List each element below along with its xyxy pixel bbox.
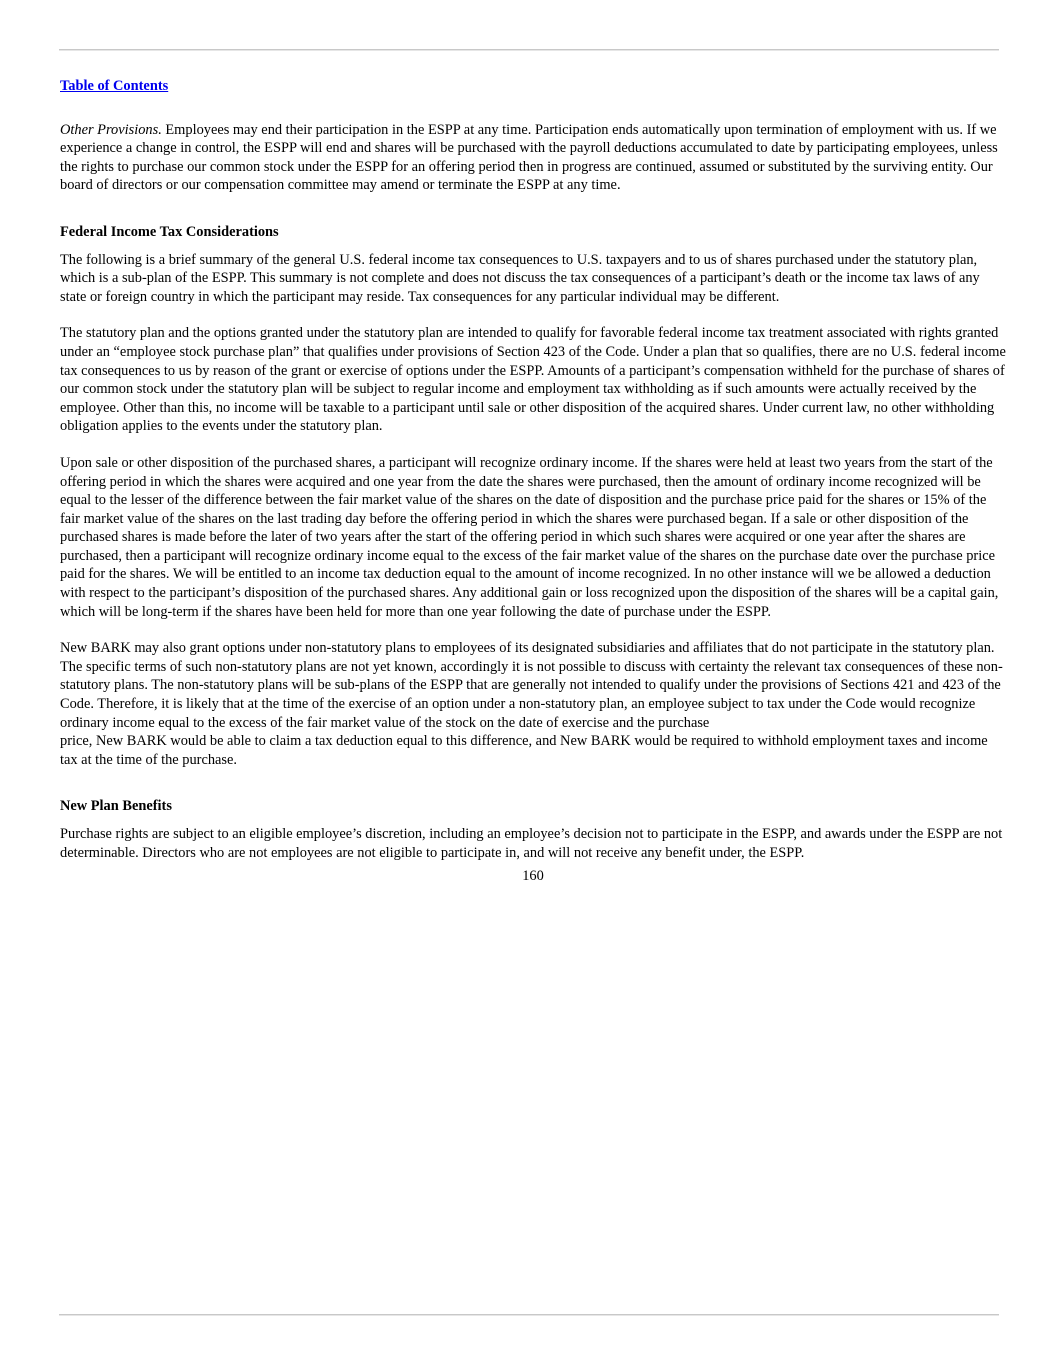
other-provisions-text: Employees may end their participation in the ESPP at any time. Participation ends automatically upon termination of employment with us. If we experience a change in control, the ESPP will end and shares will be purchased with the payroll deductions accumulated to date by participating employees, unless the rights to purchase our common stock under the ESPP for an offering period then in progress are continued, assumed or substituted by the surviving entity. Our board of directors or our compensation committee may amend or terminate the ESPP at any time.	[60, 121, 998, 194]
federal-tax-paragraph-disposition: Upon sale or other disposition of the purchased shares, a participant will recognize ordinary income. If the shares were held at least two years from the start of the offering period in which the shares were acquired and one year from the date the shares were purchased, then the amount of ordinary income recognized will be equal to the lesser of the difference between the fair market value of the shares on the date of disposition and the purchase price paid for the shares or 15% of the fair market value of the shares on the last trading day before the offering period in which the shares were purchased began. If a sale or other disposition of the purchased shares is made before the later of two years after the start of the offering period in which such shares were acquired or one year after the shares are purchased, then a participant will recognize ordinary income equal to the excess of the fair market value of the shares on the purchase date over the purchase price paid for the shares. We will be entitled to an income tax deduction equal to the amount of income recognized. In no other instance will we be allowed a deduction with respect to the participant’s disposition of the purchased shares. Any additional gain or loss recognized upon the disposition of the shares will be a capital gain, which will be long-term if the shares have been held for more than one year following the date of purchase under the ESPP.	[60, 454, 999, 620]
other-provisions-paragraph	[60, 121, 1006, 195]
page-number: 160	[522, 868, 544, 885]
page-content	[60, 77, 1006, 886]
federal-tax-paragraph-continuation: price, New BARK would be able to claim a tax deduction equal to this difference, and New BARK would be required to withhold employment taxes and income tax at the time of the purchase.	[60, 733, 988, 768]
bottom-divider	[59, 1314, 999, 1316]
new-plan-benefits-paragraph: Purchase rights are subject to an eligible employee’s discretion, including an employee’s decision not to participate in the ESPP, and awards under the ESPP are not determinable. Directors who are not employees are not eligible to participate in, and will not receive any benefit under, the ESPP.	[60, 826, 1003, 861]
federal-tax-paragraph-summary: The following is a brief summary of the general U.S. federal income tax consequences to U.S. taxpayers and to us of shares purchased under the statutory plan, which is a sub-plan of the ESPP. This summary is not complete and does not discuss the tax consequences of a participant’s death or the income tax laws of any state or foreign country in which the participant may reside. Tax consequences for any particular individual may be different.	[60, 251, 980, 305]
federal-tax-paragraph-non-statutory: New BARK may also grant options under non-statutory plans to employees of its designated subsidiaries and affiliates that do not participate in the statutory plan. The specific terms of such non-statutory plans are not yet known, accordingly it is not possible to discuss with certainty the relevant tax consequences of these non-statutory plans. The non-statutory plans will be sub-plans of the ESPP that are generally not intended to qualify under the provisions of Sections 421 and 423 of the Code. Therefore, it is likely that at the time of the exercise of an option under a non-statutory plan, an employee subject to tax under the Code would recognize ordinary income equal to the excess of the fair market value of the stock on the date of exercise and the purchase	[60, 640, 1003, 731]
table-of-contents-link[interactable]: Table of Contents	[60, 78, 169, 94]
federal-tax-paragraph-statutory: The statutory plan and the options granted under the statutory plan are intended to qualify for favorable federal income tax treatment associated with rights granted under an “employee stock purchase plan” that qualifies under provisions of Section 423 of the Code. Under a plan that so qualifies, there are no U.S. federal income tax consequences to us by reason of the grant or exercise of options under the ESPP. Amounts of a participant’s compensation withheld for the purchase of shares of our common stock under the statutory plan will be subject to regular income and employment tax withholding as if such amounts were actually received by the employee. Other than this, no income will be taxable to a participant until sale or other disposition of the acquired shares. Under current law, no other withholding obligation applies to the events under the statutory plan.	[60, 325, 1006, 435]
new-plan-benefits-heading: New Plan Benefits	[60, 798, 172, 815]
federal-income-tax-heading: Federal Income Tax Considerations	[60, 223, 279, 240]
other-provisions-lead: Other Provisions.	[60, 121, 162, 138]
top-divider	[59, 49, 999, 51]
